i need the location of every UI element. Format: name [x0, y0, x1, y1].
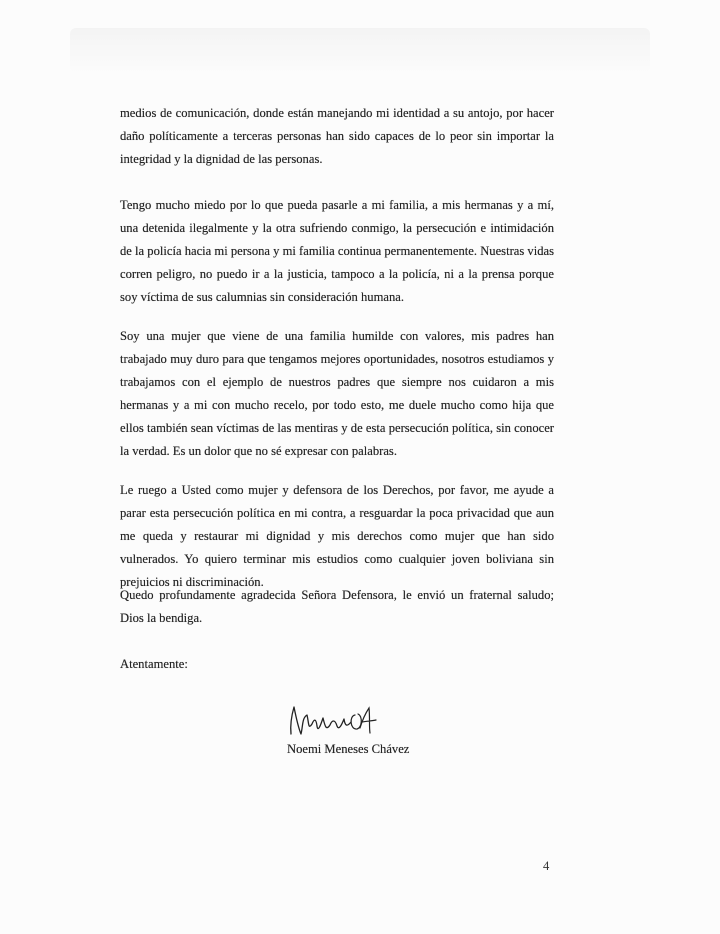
scan-shadow	[70, 28, 650, 74]
page-number: 4	[543, 859, 550, 873]
paragraph-3: Soy una mujer que viene de una familia humilde con valores, mis padres han trabajado muy duro para que tengamos mejores oportunidades, nosotros estudiamos y trabajamos con el ejemplo de nuestros padres que siempre nos cuidaron a mis hermanas y a mi con mucho recelo, por todo esto, me duele mucho como hija que ellos también sean víctimas de las mentiras y de esta persecución política, sin conocer la verdad. Es un dolor que no sé expresar con palabras.	[120, 329, 554, 459]
paragraph-5: Quedo profundamente agradecida Señora Defensora, le envió un fraternal saludo; Dios la bendiga.	[120, 588, 554, 626]
paragraph-1: medios de comunicación, donde están manejando mi identidad a su antojo, por hacer daño políticamente a terceras personas han sido capaces de lo peor sin importar la integridad y la dignidad de las personas.	[120, 106, 554, 167]
paragraph-4: Le ruego a Usted como mujer y defensora de los Derechos, por favor, me ayude a parar esta persecución política en mi contra, a resguardar la poca privacidad que aun me queda y restaurar mi dignidad y mis derechos como mujer que han sido vulnerados. Yo quiero terminar mis estudios como cualquier joven boliviana sin prejuicios ni discriminación.	[120, 483, 554, 590]
closing-text: Atentamente:	[120, 657, 188, 671]
signature-name: Noemi Meneses Chávez	[287, 742, 410, 756]
paragraph-2: Tengo mucho miedo por lo que pueda pasarle a mi familia, a mis hermanas y a mí, una detenida ilegalmente y la otra sufriendo conmigo, la persecución e intimidación de la policía hacia mi persona y mi familia continua permanentemente. Nuestras vidas corren peligro, no puedo ir a la justicia, tampoco a la policía, ni a la prensa porque soy víctima de sus calumnias sin consideración humana.	[120, 198, 554, 305]
